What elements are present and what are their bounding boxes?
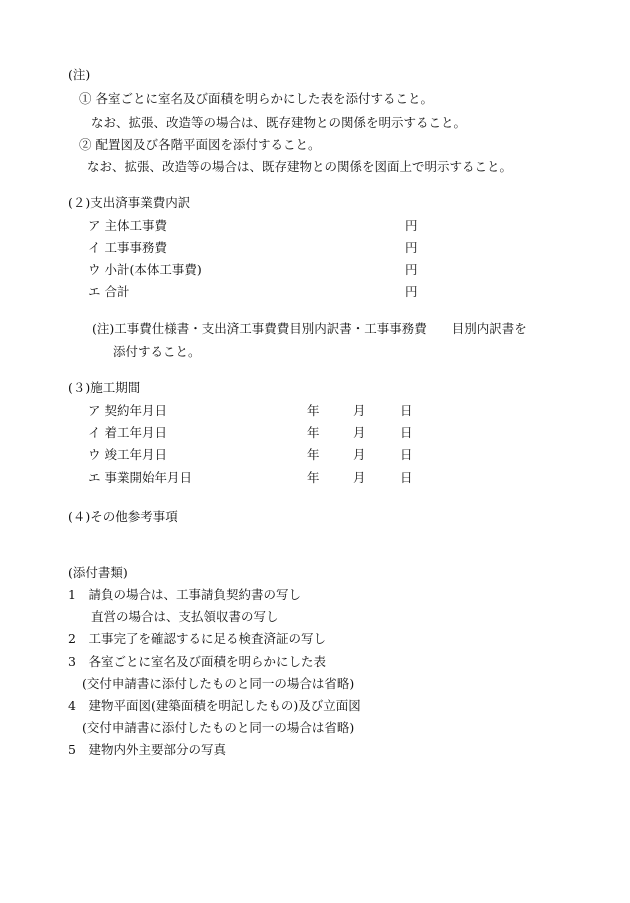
period-row-start bbox=[88, 426, 418, 440]
expense-label: エ 合計 bbox=[88, 284, 130, 299]
yen-unit: 円 bbox=[405, 284, 418, 299]
note-item-2-sub: なお、拡張、改造等の場合は、既存建物との関係を図面上で明示すること。 bbox=[87, 159, 513, 174]
month-unit: 月 bbox=[353, 470, 366, 485]
note-item-2: ② 配置図及び各階平面図を添付すること。 bbox=[79, 137, 321, 152]
attachment-item-3-sub: (交付申請書に添付したものと同一の場合は省略) bbox=[82, 676, 355, 691]
year-unit: 年 bbox=[307, 403, 320, 418]
note-item-1-sub: なお、拡張、改造等の場合は、既存建物との関係を明示すること。 bbox=[91, 115, 467, 130]
day-unit: 日 bbox=[400, 470, 413, 485]
year-unit: 年 bbox=[307, 447, 320, 462]
yen-unit: 円 bbox=[405, 218, 418, 233]
period-label: イ 着工年月日 bbox=[88, 425, 167, 440]
period-row-contract bbox=[88, 404, 418, 418]
period-label: ア 契約年月日 bbox=[88, 403, 167, 418]
section-2-note-line-2: 添付すること。 bbox=[113, 344, 201, 359]
section-3-heading: (３)施工期間 bbox=[68, 380, 141, 395]
attachment-item-4: 4 建物平面図(建築面積を明記したもの)及び立面図 bbox=[68, 698, 361, 713]
attachment-item-5: 5 建物内外主要部分の写真 bbox=[68, 742, 226, 757]
attachment-item-2: 2 工事完了を確認するに足る検査済証の写し bbox=[68, 631, 326, 646]
period-row-business-start bbox=[88, 471, 418, 485]
expense-row-subtotal bbox=[88, 263, 508, 277]
attachment-item-1-sub: 直営の場合は、支払領収書の写し bbox=[91, 609, 279, 624]
attachment-item-3: 3 各室ごとに室名及び面積を明らかにした表 bbox=[68, 654, 326, 669]
period-label: エ 事業開始年月日 bbox=[88, 470, 192, 485]
month-unit: 月 bbox=[353, 447, 366, 462]
day-unit: 日 bbox=[400, 425, 413, 440]
day-unit: 日 bbox=[400, 447, 413, 462]
year-unit: 年 bbox=[307, 470, 320, 485]
expense-label: ア 主体工事費 bbox=[88, 218, 167, 233]
yen-unit: 円 bbox=[405, 240, 418, 255]
attachment-item-1: 1 請負の場合は、工事請負契約書の写し bbox=[68, 587, 301, 602]
expense-label: ウ 小計(本体工事費) bbox=[88, 262, 202, 277]
period-row-completion bbox=[88, 448, 418, 462]
expense-row-main bbox=[88, 219, 508, 233]
expense-label: イ 工事事務費 bbox=[88, 240, 167, 255]
note-heading: (注) bbox=[68, 67, 91, 82]
note-item-1: ① 各室ごとに室名及び面積を明らかにした表を添付すること。 bbox=[79, 91, 433, 106]
section-4-heading: (４)その他参考事項 bbox=[68, 509, 178, 524]
attachments-heading: (添付書類) bbox=[68, 565, 128, 580]
expense-row-total bbox=[88, 285, 508, 299]
expense-row-office bbox=[88, 241, 508, 255]
period-label: ウ 竣工年月日 bbox=[88, 447, 167, 462]
year-unit: 年 bbox=[307, 425, 320, 440]
section-2-note-line-1: (注)工事費仕様書・支出済工事費費目別内訳書・工事事務費 目別内訳書を bbox=[92, 321, 527, 336]
day-unit: 日 bbox=[400, 403, 413, 418]
attachment-item-4-sub: (交付申請書に添付したものと同一の場合は省略) bbox=[82, 720, 355, 735]
month-unit: 月 bbox=[353, 425, 366, 440]
yen-unit: 円 bbox=[405, 262, 418, 277]
month-unit: 月 bbox=[353, 403, 366, 418]
section-2-heading: (２)支出済事業費内訳 bbox=[68, 195, 191, 210]
